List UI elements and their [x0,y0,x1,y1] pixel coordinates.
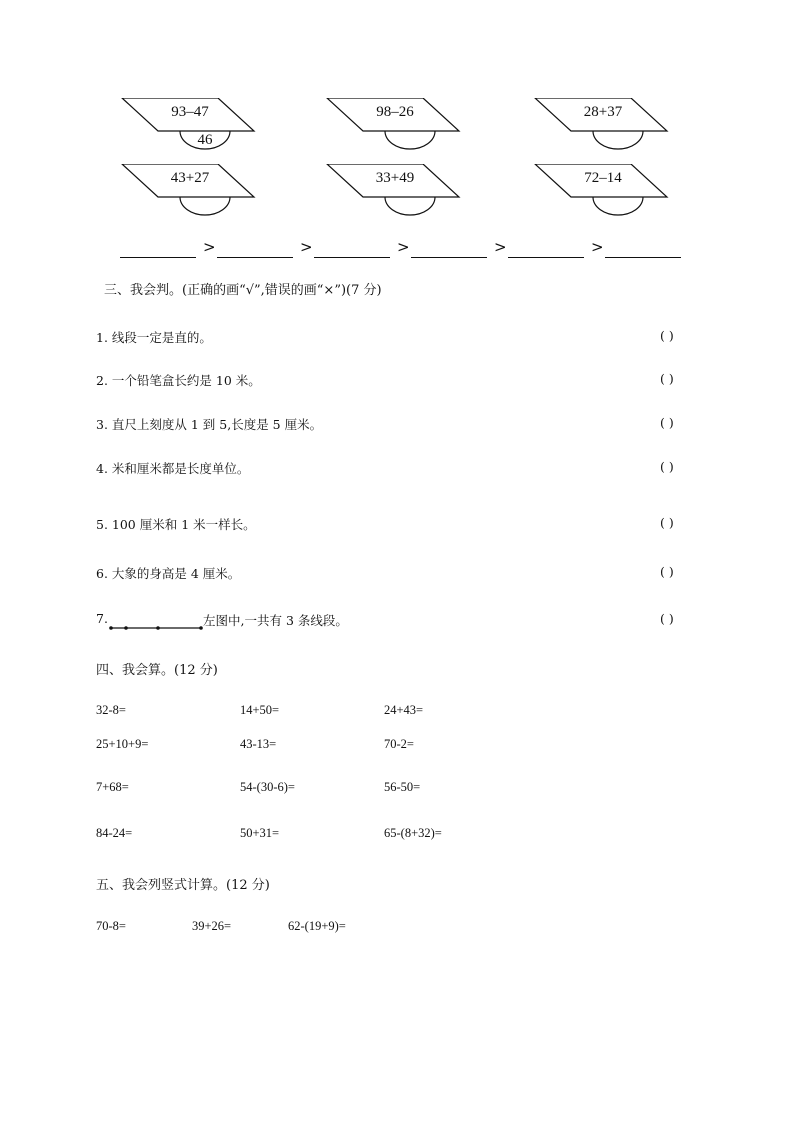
judge-answer-6[interactable]: ( ) [660,564,674,579]
vertical-calc-problem: 62-(19+9)= [288,919,346,933]
judge-item-5: 5. 100 厘米和 1 米一样长。 [96,517,256,532]
greater-than-sign: > [300,238,313,256]
calc-problem: 56-50= [384,780,421,794]
greater-than-sign: > [203,238,216,256]
vertical-calc-problem: 39+26= [192,919,232,933]
calc-problem: 50+31= [240,826,280,840]
order-blank-5[interactable] [508,257,584,258]
calc-problem: 70-2= [384,737,414,751]
calc-problem: 54-(30-6)= [240,780,295,794]
order-blank-1[interactable] [120,257,196,258]
section3-title: 三、我会判。(正确的画“√”,错误的画“×”)(7 分) [104,283,382,298]
judge-item-4: 4. 米和厘米都是长度单位。 [96,461,250,476]
plate-expression: 33+49 [375,170,415,186]
calc-problem: 43-13= [240,737,277,751]
plate-5 [325,164,465,240]
plate-4 [120,164,260,240]
calc-problem: 65-(8+32)= [384,826,442,840]
calc-problem: 84-24= [96,826,133,840]
order-blank-2[interactable] [217,257,293,258]
plate-expression: 72–14 [584,170,622,186]
judge-item-7-text: 左图中,一共有 3 条线段。 [203,613,348,628]
plate-expression: 98–26 [376,104,414,120]
judge-item-7-number: 7. [96,611,108,626]
plate-expression: 43+27 [170,170,210,186]
judge-item-3: 3. 直尺上刻度从 1 到 5,长度是 5 厘米。 [96,417,323,432]
plate-expression: 93–47 [171,104,209,120]
plate-6 [533,164,673,240]
judge-answer-7[interactable]: ( ) [660,611,674,626]
plate-3 [533,98,673,174]
section4-title: 四、我会算。(12 分) [96,663,218,678]
judge-item-6: 6. 大象的身高是 4 厘米。 [96,566,241,581]
calc-problem: 14+50= [240,703,280,717]
order-blank-6[interactable] [605,257,681,258]
judge-answer-5[interactable]: ( ) [660,515,674,530]
greater-than-sign: > [494,238,507,256]
judge-answer-2[interactable]: ( ) [660,371,674,386]
judge-item-2: 2. 一个铅笔盒长约是 10 米。 [96,373,261,388]
order-blank-3[interactable] [314,257,390,258]
judge-answer-3[interactable]: ( ) [660,415,674,430]
judge-answer-1[interactable]: ( ) [660,328,674,343]
calc-problem: 24+43= [384,703,424,717]
greater-than-sign: > [397,238,410,256]
line-segment-figure-icon [107,621,207,635]
calc-problem: 32-8= [96,703,126,717]
order-blank-4[interactable] [411,257,487,258]
calc-problem: 25+10+9= [96,737,149,751]
calc-problem: 7+68= [96,780,129,794]
judge-answer-4[interactable]: ( ) [660,459,674,474]
plate-answer: 46 [197,132,213,148]
greater-than-sign: > [591,238,604,256]
plate-1 [120,98,260,174]
judge-item-1: 1. 线段一定是直的。 [96,330,212,345]
plate-expression: 28+37 [583,104,623,120]
section5-title: 五、我会列竖式计算。(12 分) [96,878,270,893]
plate-2 [325,98,465,174]
vertical-calc-problem: 70-8= [96,919,126,933]
